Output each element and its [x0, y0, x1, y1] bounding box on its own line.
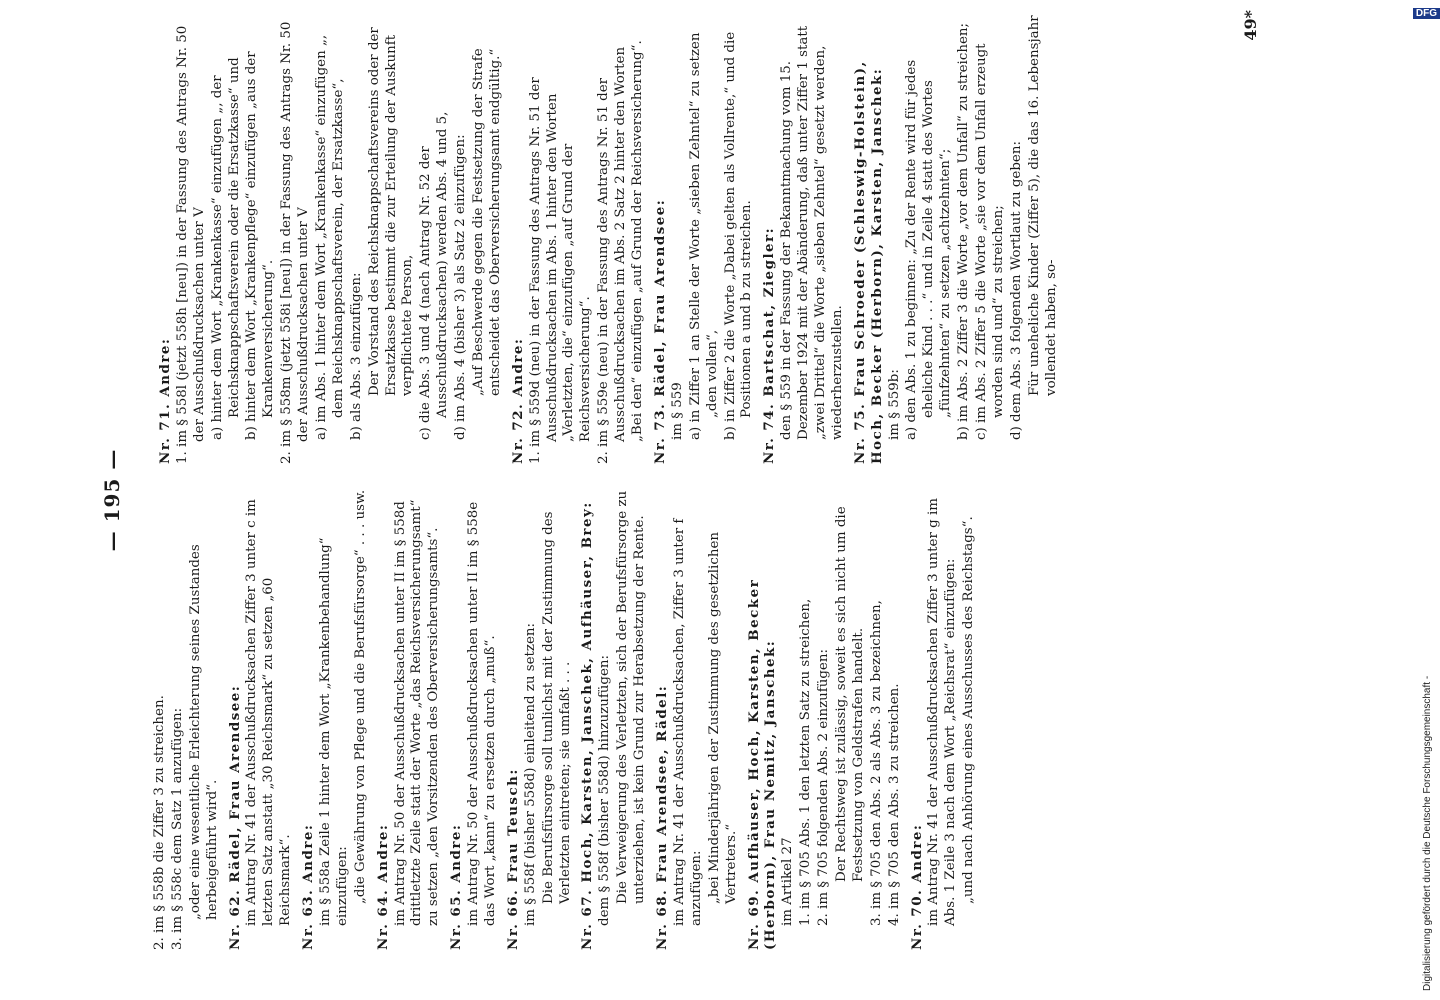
section-heading: Nr. 70. Andre:	[908, 823, 925, 950]
paragraph: 2. im § 558m (jetzt 558i [neu]) in der Fassung des Antrags Nr. 50 der Ausschußdrucksachen unter V	[279, 21, 312, 464]
paragraph: dem § 558f (bisher 558d) hinzuzufügen:	[597, 654, 613, 926]
paragraph: Die Berufsfürsorge soll tunlichst mit der Zustimmung des Verletzten eintreten; sie umfaßt . . .	[540, 511, 573, 904]
paragraph: c) im Abs. 2 Ziffer 5 die Worte „sie vor dem Unfall erzeugt worden sind und“ zu streichen;	[973, 43, 1006, 440]
section-heading: Nr. 67. Hoch, Karsten, Janschek, Aufhäuser, Brey:	[579, 501, 596, 950]
section-heading: Nr. 74. Bartschat, Ziegler:	[761, 226, 778, 464]
paragraph: Die Verweigerung des Verletzten, sich der Berufsfürsorge zu unterziehen, ist kein Grund zur Herabsetzung der Rente.	[615, 490, 648, 904]
paragraph: im § 558a Zeile 1 hinter dem Wort „Krankenbehandlung“ einzufügen:	[318, 537, 350, 926]
paragraph: im Antrag Nr. 50 der Ausschußdrucksachen unter II im § 558e das Wort „kann“ zu ersetzen durch „muß“.	[466, 501, 499, 926]
paragraph: Der Vorstand des Reichsknappschaftsvereins oder der Ersatzkasse bestimmt die zur Erteilung der Auskunft verpflichtete Person,	[366, 27, 416, 396]
section-heading: Nr. 63. Andre:	[300, 823, 317, 950]
section-heading: Nr. 73. Rädel, Frau Arendsee:	[651, 198, 668, 464]
left-column	[152, 488, 979, 950]
paragraph: a) den Abs. 1 zu beginnen: „Zu der Rente wird für jedes eheliche Kind . . .“ und in Zeile 4 statt des Wortes „fünfzehnten“ zu setzen „achtzehnten“;	[904, 59, 954, 440]
paragraph: den § 559 in der Fassung der Bekanntmachung vom 15. Dezember 1924 mit der Abänderung, daß unter Ziffer 1 statt „zwei Drittel“ die Worte „sieben Zehntel“ gesetzt werden, wiederherzustellen.	[779, 25, 845, 440]
paragraph: b) als Abs. 3 einzufügen:	[348, 272, 364, 440]
paragraph: Der Rechtsweg ist zulässig, soweit es sich nicht um die Festsetzung von Geldstrafen handelt.	[833, 506, 866, 882]
digitization-credit	[1415, 8, 1440, 993]
document-page	[100, 0, 1300, 1000]
paragraph: 1. im § 705 Abs. 1 den letzten Satz zu streichen,	[798, 598, 814, 926]
paragraph: im Antrag Nr. 41 der Ausschußdrucksachen Ziffer 3 unter g im Abs. 1 Zeile 3 nach dem Wort „Reichsrat“ einzufügen:	[926, 498, 959, 926]
paragraph: „bei Minderjährigen der Zustimmung des gesetzlichen Vertreters.“	[706, 532, 739, 904]
paragraph: b) hinter dem Wort „Krankenpflege“ einzufügen „aus der Krankenversicherung“.	[244, 51, 277, 440]
paragraph: 2. im § 705 folgenden Abs. 2 einzufügen:	[816, 649, 832, 926]
paragraph: c) die Abs. 3 und 4 (nach Antrag Nr. 52 der Ausschußdrucksachen) werden Abs. 4 und 5,	[418, 111, 451, 440]
paragraph: im § 558f (bisher 558d) einleitend zu setzen:	[522, 622, 538, 926]
paragraph: 3. im § 558c dem Satz 1 anzufügen:	[169, 707, 185, 950]
section-heading: Nr. 68. Frau Arendsee, Rädel:	[654, 684, 671, 950]
paragraph: d) dem Abs. 3 folgenden Wortlaut zu geben:	[1008, 141, 1024, 440]
paragraph: b) in Ziffer 2 die Worte „Dabei gelten als Vollrente,“ und die Positionen a und b zu streichen.	[722, 31, 755, 440]
paragraph: a) hinter dem Wort „Krankenkasse“ einzufügen „, der Reichsknappschaftsverein oder die Ersatzkasse“ und	[209, 57, 242, 440]
paragraph: „die Gewährung von Pflege und die Berufsfürsorge“ . . . usw.	[352, 489, 368, 904]
paragraph: 4. im § 705 den Abs. 3 zu streichen.	[886, 683, 902, 926]
section-heading: Nr. 75. Frau Schroeder (Schleswig-Holstein), Hoch, Becker (Herborn), Karsten, Janschek:	[851, 60, 885, 464]
paragraph: im Antrag Nr. 50 der Ausschußdrucksachen unter II im § 558d drittletzte Zeile statt der Worte „das Reichsversicherungsamt“ zu setzen „den Vorsitzenden des Oberversicherungsamts“.	[392, 499, 442, 926]
paragraph: 1. im § 558l (jetzt 558h [neu]) in der Fassung des Antrags Nr. 50 der Ausschußdrucksachen unter V	[174, 25, 207, 464]
right-column	[152, 14, 1061, 464]
paragraph: 3. im § 705 den Abs. 2 als Abs. 3 zu bezeichnen,	[868, 600, 884, 926]
dfg-logo: DFG	[1413, 8, 1440, 19]
section-heading: Nr. 65. Andre:	[448, 823, 465, 950]
paragraph: „Auf Beschwerde gegen die Festsetzung der Strafe entscheidet das Oberversicherungsamt endgültig.“	[471, 48, 503, 396]
section-heading: Nr. 66. Frau Teusch:	[504, 768, 521, 950]
paragraph: im Antrag Nr. 41 der Ausschußdrucksachen Ziffer 3 unter c im letzten Satz anstatt „30 Reichsmark“ zu setzen „60 Reichsmark“.	[244, 499, 294, 926]
paragraph: im § 559	[669, 382, 685, 440]
paragraph: 1. im § 559d (neu) in der Fassung des Antrags Nr. 51 der Ausschußdrucksachen im Abs. 1 hinter den Worten „Verletzten, die“ einzufügen „auf Grund der Reichsversicherung“.	[527, 77, 594, 464]
paragraph: a) im Abs. 1 hinter dem Wort „Krankenkasse“ einzufügen „, dem Reichsknappschaftsverein, der Ersatzkasse“,	[314, 34, 346, 440]
paragraph: im Antrag Nr. 41 der Ausschußdrucksachen, Ziffer 3 unter f anzufügen:	[671, 518, 704, 926]
page-number-header: — 195 —	[100, 448, 124, 552]
paragraph: Für uneheliche Kinder (Ziffer 5), die das 16. Lebensjahr vollendet haben, so-	[1026, 15, 1059, 396]
paragraph: „oder eine wesentliche Erleichterung seines Zustandes herbeigeführt wird“.	[187, 544, 220, 920]
paragraph: 2. im § 559e (neu) in der Fassung des Antrags Nr. 51 der Ausschußdrucksachen im Abs. 2 Satz 2 hinter den Worten „Bei den“ einzufügen „auf Grund der Reichsversicherung“.	[596, 40, 646, 464]
section-heading: Nr. 72. Andre:	[509, 337, 526, 464]
section-heading: Nr. 71. Andre:	[157, 337, 173, 464]
credit-text: Digitalisierung gefördert durch die Deutsche Forschungsgemeinschaft -	[1422, 675, 1433, 991]
paragraph: „und nach Anhörung eines Ausschusses des Reichstags“.	[961, 516, 977, 904]
section-heading: Nr. 64. Andre:	[374, 823, 391, 950]
signature-mark: 49*	[1241, 10, 1260, 41]
section-heading: Nr. 69. Aufhäuser, Hoch, Karsten, Becker (Herborn), Frau Nemitz, Janschek:	[745, 578, 779, 950]
paragraph: d) im Abs. 4 (bisher 3) als Satz 2 einzufügen:	[453, 134, 469, 440]
paragraph: im § 559b:	[886, 369, 902, 440]
section-heading: Nr. 62. Rädel, Frau Arendsee:	[226, 684, 243, 950]
paragraph: 2. im § 558b die Ziffer 3 zu streichen.	[152, 695, 167, 950]
paragraph: b) im Abs. 2 Ziffer 3 die Worte „vor dem Unfall“ zu streichen;	[956, 23, 972, 440]
paragraph: a) in Ziffer 1 an Stelle der Worte „sieben Zehntel“ zu setzen „den vollen“,	[687, 32, 720, 440]
paragraph: im Artikel 27	[780, 837, 796, 926]
